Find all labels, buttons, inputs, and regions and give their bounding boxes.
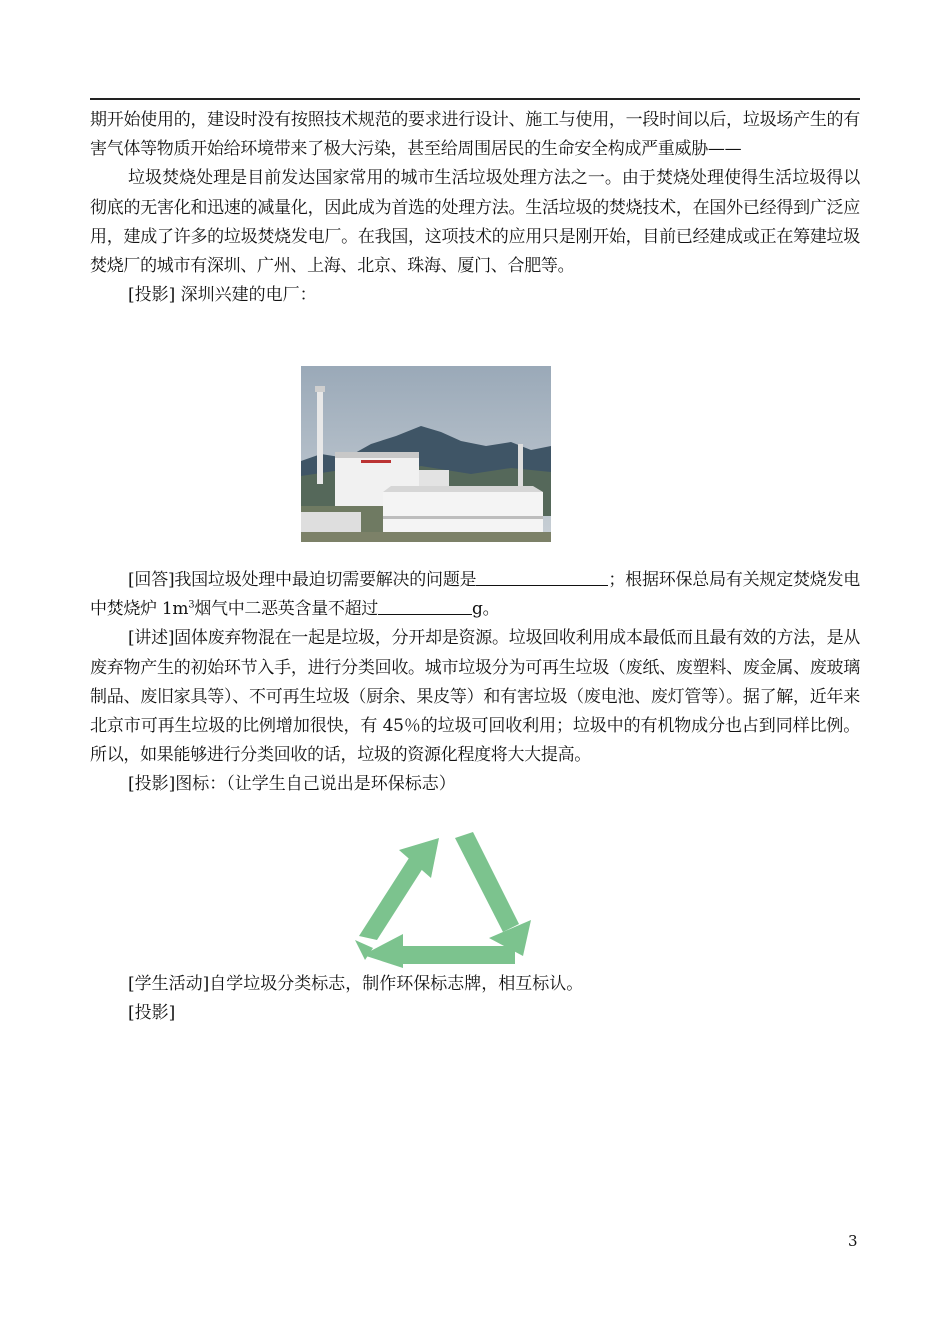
header-rule: [90, 98, 860, 100]
paragraph-continuation: 期开始使用的，建设时没有按照技术规范的要求进行设计、施工与使用，一段时间以后，垃圾场产生的有害气体等物质开始给环境带来了极大污染，甚至给周围居民的生命安全构成严重威胁——: [90, 110, 860, 160]
document-body: [90, 106, 860, 310]
projection-final: [投影]: [128, 1003, 176, 1024]
answer-blank-2[interactable]: [378, 598, 472, 615]
recycle-symbol: [343, 828, 533, 968]
answer-blank-1[interactable]: [476, 569, 608, 586]
recycle-icon: [343, 828, 533, 968]
projection-plant-caption: [投影] 深圳兴建的电厂：: [128, 285, 317, 306]
paragraph-lecture: [讲述]固体废弃物混在一起是垃圾，分开却是资源。垃圾回收利用成本最低而且最有效的方法，是从废弃物产生的初始环节入手，进行分类回收。城市垃圾分为可再生垃圾（废纸、废塑料、废金属、废玻璃制品、废旧家具等）、不可再生垃圾（厨余、果皮等）和有害垃圾（废电池、废灯管等）。据了解，近年来北京市可再生垃圾的比例增加很快，有 45％的垃圾可回收利用；垃圾中的有机物成分也占到同样比例。所以，如果能够进行分类回收的话，垃圾的资源化程度将大大提高。: [90, 628, 860, 766]
paragraph-incineration: 垃圾焚烧处理是目前发达国家常用的城市生活垃圾处理方法之一。由于焚烧处理使得生活垃圾得以彻底的无害化和迅速的减量化，因此成为首选的处理方法。生活垃圾的焚烧技术，在国外已经得到广泛应用，建成了许多的垃圾焚烧发电厂。在我国，这项技术的应用只是刚开始，目前已经建成或正在筹建垃圾焚烧厂的城市有深圳、广州、上海、北京、珠海、厦门、合肥等。: [90, 168, 860, 277]
page-number: 3: [848, 1232, 858, 1250]
power-plant-illustration: [301, 366, 551, 542]
document-body-end: [90, 970, 860, 1028]
student-activity: [学生活动]自学垃圾分类标志，制作环保标志牌，相互标认。: [128, 974, 584, 994]
paragraph-answer: [回答]我国垃圾处理中最迫切需要解决的问题是 ；根据环保总局有关规定焚烧发电中焚烧炉 $1m^3$烟气中二恶英含量不超过 g。: [90, 570, 861, 620]
power-plant-photo: [301, 366, 551, 542]
document-body-continued: [90, 566, 860, 800]
projection-icon-caption: [投影]图标：（让学生自己说出是环保标志）: [128, 774, 456, 795]
